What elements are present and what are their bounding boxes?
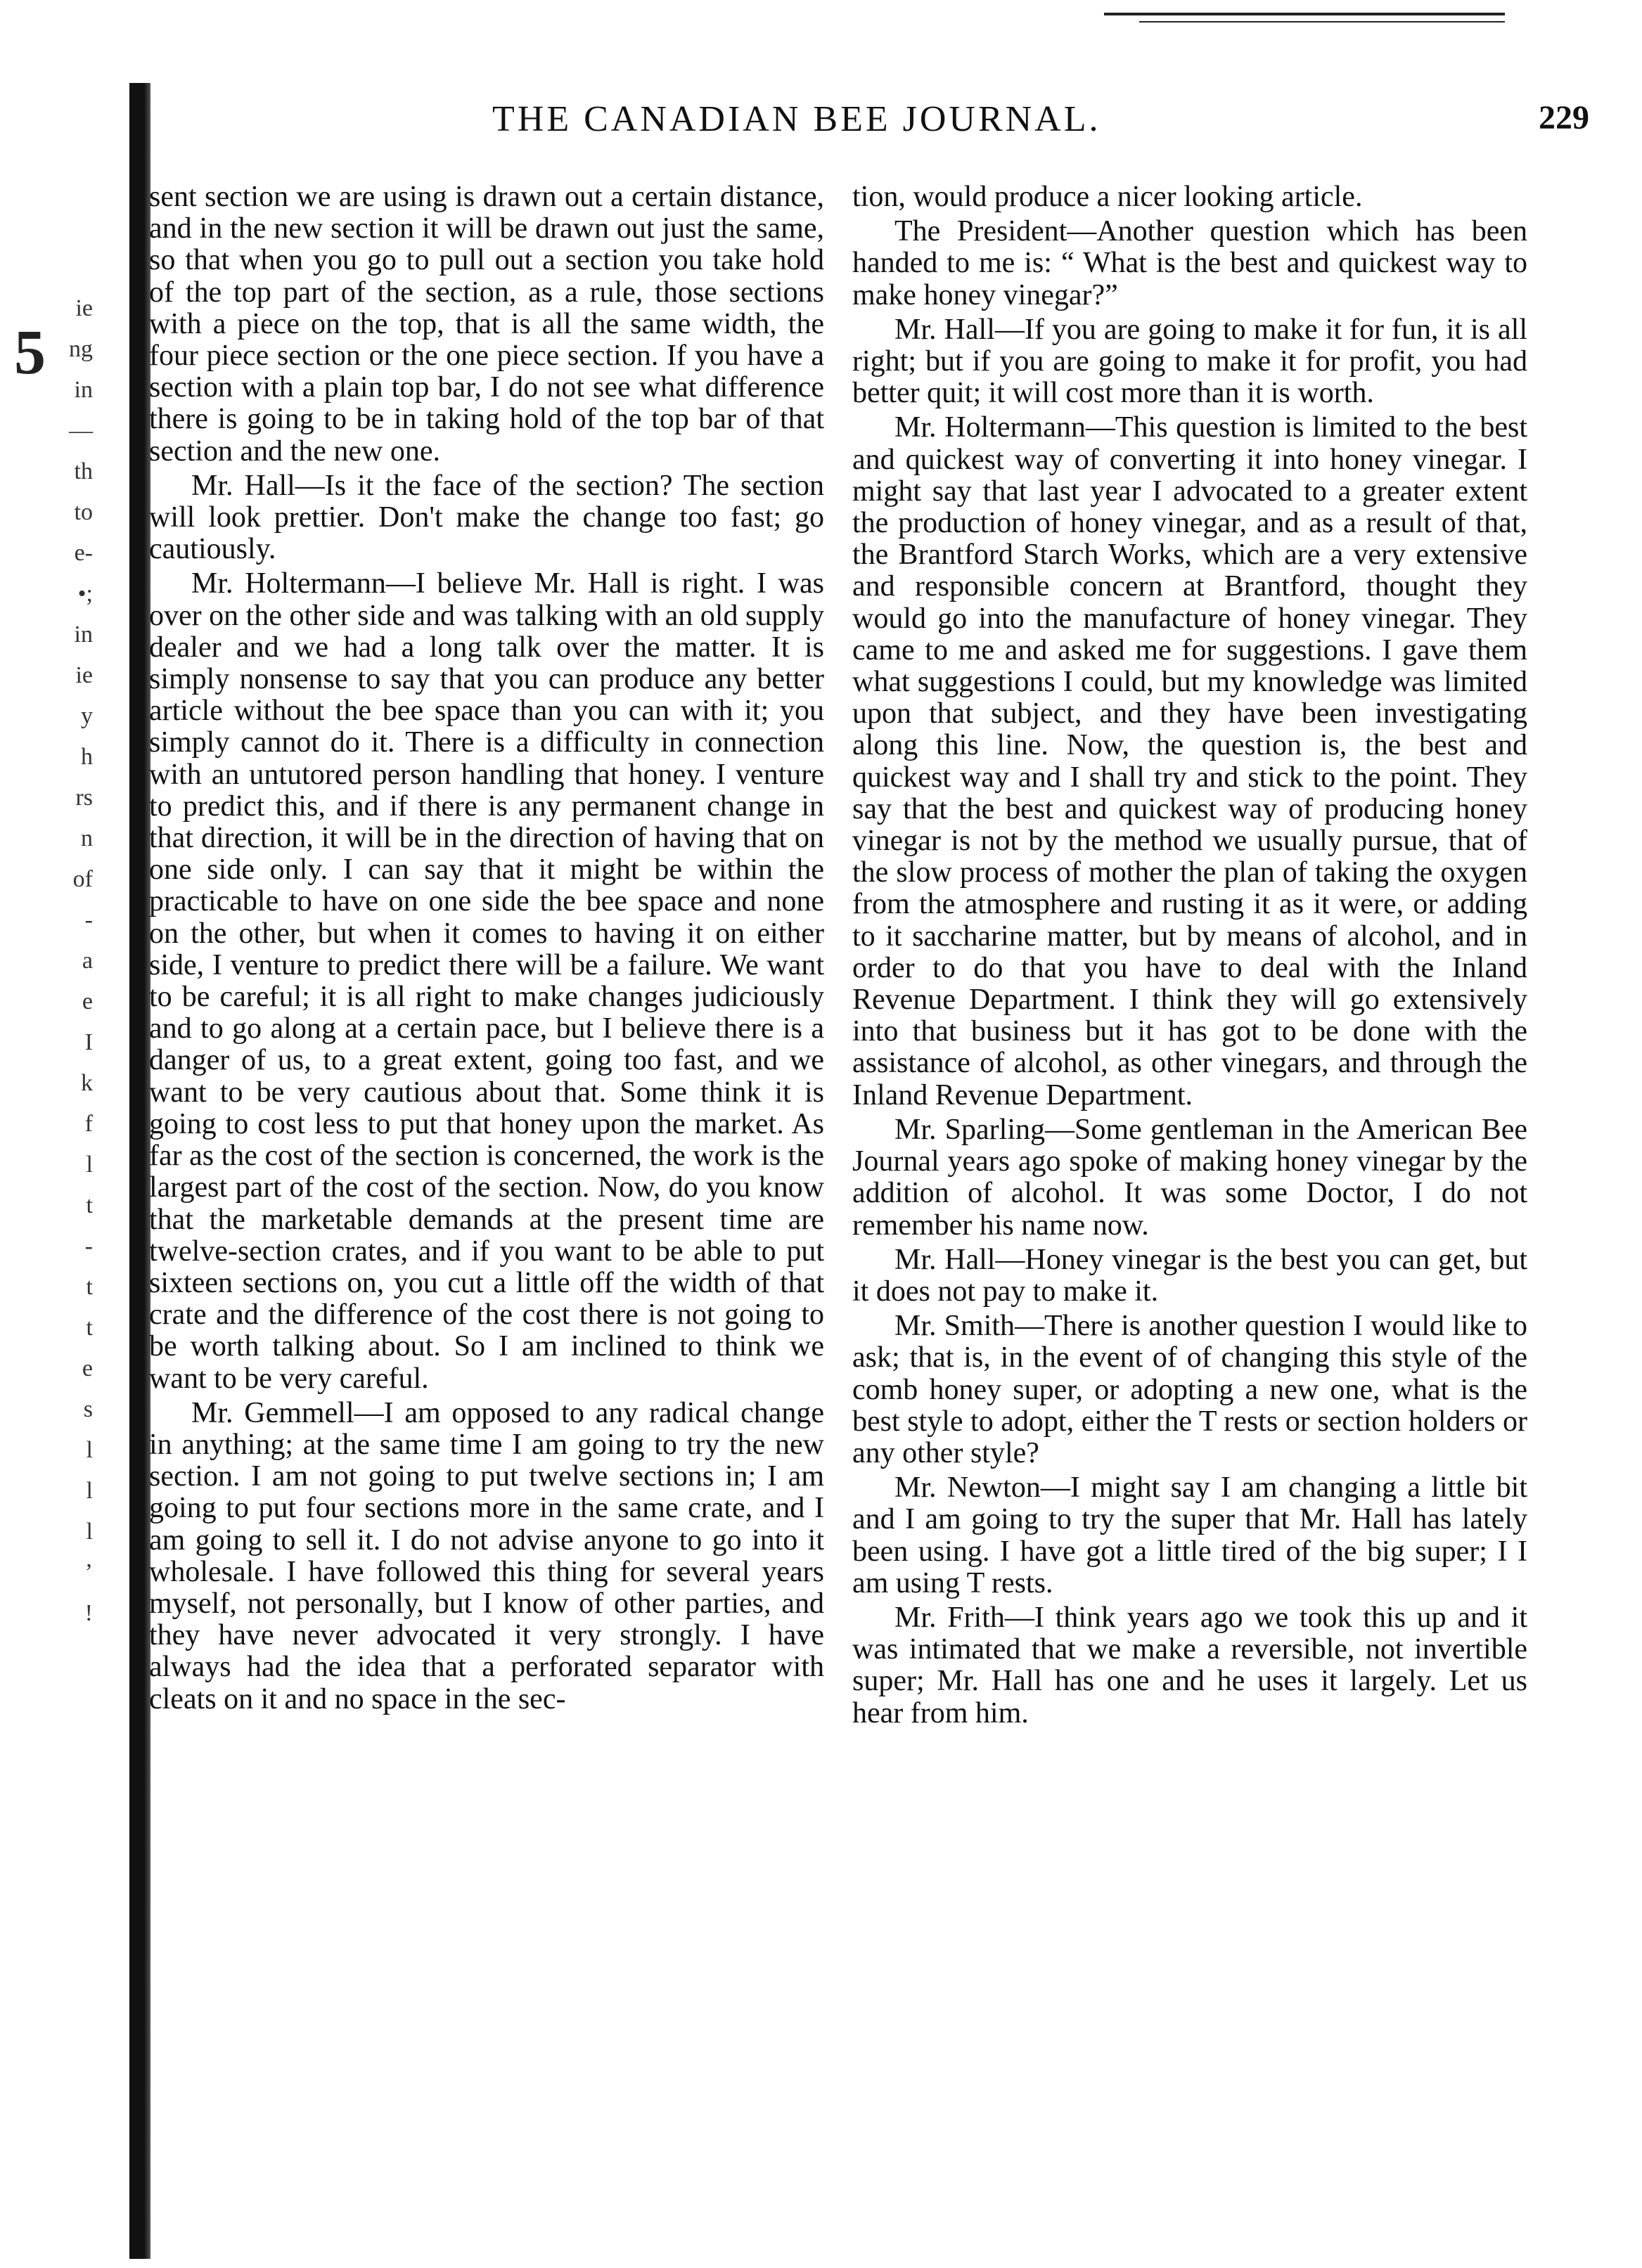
left-column (149, 181, 824, 1715)
paragraph: Mr. Smith—There is another question I would like to ask; that is, in the event of of changing this style of the comb honey super, or adopting a new one, what is the best style to adopt, either the T rests or section holders or any other style? (852, 1310, 1527, 1469)
paragraph: Mr. Sparling—Some gentleman in the American Bee Journal years ago spoke of making honey vinegar by the addition of alcohol. It was some Doctor, I do not remember his name now. (852, 1113, 1527, 1242)
margin-fragment: e (82, 1355, 93, 1381)
margin-fragment: to (74, 499, 93, 525)
margin-fragment: f (84, 1111, 93, 1137)
margin-fragment: •; (77, 581, 93, 607)
margin-fragment: s (83, 1396, 93, 1422)
paragraph: tion, would produce a nicer looking article. (852, 181, 1363, 213)
margin-fragment: t (86, 1274, 93, 1300)
margin-fragment: e (82, 988, 93, 1014)
margin-fragment: of (72, 866, 93, 892)
paragraph: Mr. Hall—Honey vinegar is the best you can get, but it does not pay to make it. (852, 1243, 1527, 1308)
margin-fragment: l (86, 1437, 93, 1463)
margin-fragment: l (86, 1519, 93, 1545)
paragraph: Mr. Hall—Is it the face of the section? The section will look prettier. Don't make the change too fast; go cautiously. (149, 469, 824, 566)
margin-fragment: y (81, 703, 93, 729)
margin-fragment: rs (75, 785, 93, 811)
paragraph: Mr. Hall—If you are going to make it for fun, it is all right; but if you are going to make it for profit, you had better quit; it will cost more than it is worth. (852, 313, 1527, 410)
margin-fragment: in (74, 621, 93, 647)
margin-fragment: ng (69, 336, 93, 362)
paragraph: Mr. Frith—I think years ago we took this up and it was intimated that we make a reversible, not invertible super; Mr. Hall has one and he uses it largely. Let us hear from him. (852, 1601, 1527, 1729)
margin-fragment: a (82, 948, 93, 974)
margin-fragment: - (84, 1233, 93, 1259)
margin-fragment: th (74, 458, 93, 484)
margin-fragment: k (81, 1070, 93, 1096)
margin-fragment: ie (75, 295, 93, 321)
right-column (852, 181, 1527, 1729)
margin-mark: 5 (14, 318, 46, 387)
paragraph: The President—Another question which has been handed to me is: “ What is the best and quickest way to make honey vinegar?” (852, 215, 1527, 311)
running-header (492, 98, 1589, 148)
margin-fragment: t (86, 1315, 93, 1341)
margin-fragment: ! (84, 1600, 93, 1626)
paragraph: Mr. Gemmell—I am opposed to any radical change in anything; at the same time I am going to try the new section. I am not going to put twelve sections in; I am going to put four sections more in the same crate, and I am going to sell it. I do not advise anyone to go into it wholesale. I have followed this thing for several years myself, not personally, but I know of other parties, and they have never advocated it very strongly. I have always had the idea that a perforated separator with cleats on it and no space in the sec- (149, 1396, 824, 1715)
margin-fragments (0, 295, 105, 1701)
margin-fragment: n (81, 825, 93, 851)
margin-fragment: ie (75, 662, 93, 688)
margin-fragment: — (69, 418, 93, 444)
page-number: 229 (1539, 99, 1589, 136)
margin-fragment: h (81, 744, 93, 770)
paragraph: Mr. Holtermann—I believe Mr. Hall is right. I was over on the other side and was talking with an old supply dealer and we had a long talk over the matter. It is simply nonsense to say that you can produce any better article without the bee space than you can with it; you simply cannot do it. There is a difficulty in connection with an untutored person handling that honey. I venture to predict this, and if there is any permanent change in that direction, it will be in the direction of having that on one side only. I can say that it might be within the practicable to have on one side the bee space and none on the other, but when it comes to having it on either side, I venture to predict there will be a failure. We want to be careful; it is all right to make changes judiciously and to go along at a certain pace, but I believe there is a danger of us, to a great extent, going too fast, and we want to be very cautious about that. Some think it is going to cost less to put that honey upon the market. As far as the cost of the section is concerned, the work is the largest part of the cost of the section. Now, do you know that the marketable demands at the present time are twelve-section crates, and if you want to be able to put sixteen sections on, you cut a little off the width of that crate and the difference of the cost there is not going to be worth talking about. So I am inclined to think we want to be very careful. (149, 567, 824, 1395)
margin-fragment: in (74, 377, 93, 403)
paragraph: Mr. Newton—I might say I am changing a little bit and I am going to try the super that Mr. Hall has lately been using. I have got a little tired of the big super; I I am using T rests. (852, 1471, 1527, 1599)
top-rule (1104, 13, 1505, 15)
paragraph: Mr. Holtermann—This question is limited to the best and quickest way of converting it into honey vinegar. I might say that last year I advocated to a greater extent the production of honey vinegar, and as a result of that, the Brantford Starch Works, which are a very extensive and responsible concern at Brantford, thought they would go into the manufacture of honey vinegar. They came to me and asked me for suggestions. I gave them what suggestions I could, but my knowledge was limited upon that subject, and they have been investigating along this line. Now, the question is, the best and quickest way and I shall try and stick to the point. They say that the best and quickest way of producing honey vinegar is not by the method we usually pursue, that of the slow process of mother the plan of taking the oxygen from the atmosphere and rusting it as it were, or adding to it saccharine matter, but by means of alcohol, and in order to do that you have to deal with the Inland Revenue Department. I think they will go extensively into that business but it has got to be done with the assistance of alcohol, as other vinegars, and through the Inland Revenue Department. (852, 411, 1527, 1112)
margin-fragment: - (84, 907, 93, 933)
paragraph: sent section we are using is drawn out a certain distance, and in the new section it will be drawn out just the same, so that when you go to pull out a section you take hold of the top part of the section, as a rule, those sections with a piece on the top, that is all the same width, the four piece section or the one piece section. If you have a section with a plain top bar, I do not see what difference there is going to be in taking hold of the top bar of that section and the new one. (149, 181, 824, 468)
top-rule-thin (1139, 21, 1505, 22)
margin-fragment: ’ (84, 1559, 93, 1585)
margin-fragment: l (86, 1152, 93, 1178)
binding-edge (129, 83, 150, 2259)
journal-title: THE CANADIAN BEE JOURNAL. (492, 99, 1101, 139)
margin-fragment: t (86, 1192, 93, 1218)
margin-fragment: e- (74, 540, 93, 566)
margin-fragment: l (86, 1478, 93, 1504)
margin-fragment: I (84, 1029, 93, 1055)
